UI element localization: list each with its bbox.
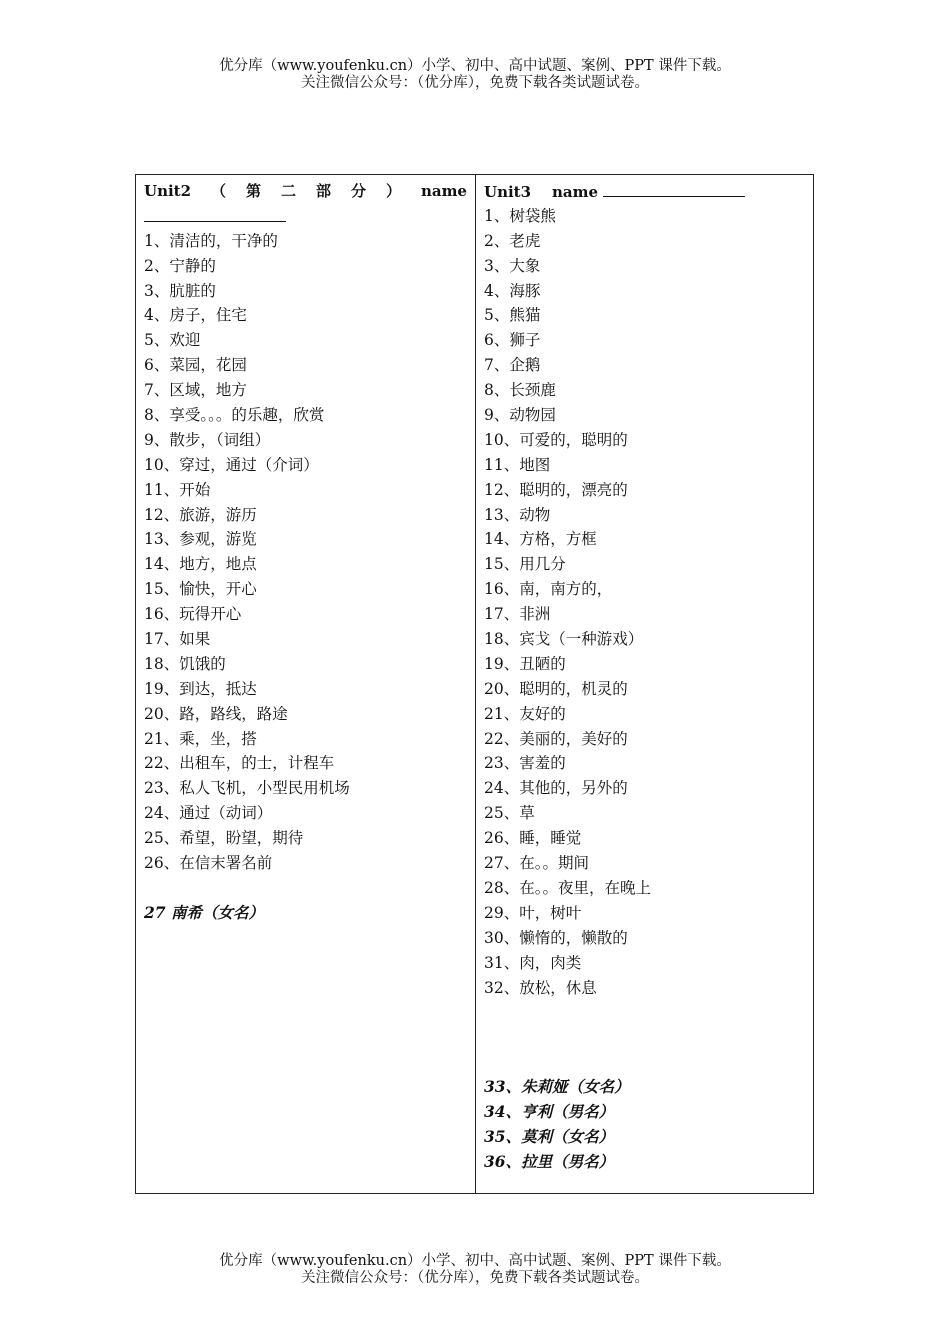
unit2-vocab-item: 10、穿过，通过（介词）	[144, 455, 319, 474]
header-line-1: 优分库（www.youfenku.cn）小学、初中、高中试题、案例、PPT 课件下载。	[219, 58, 731, 74]
unit2-vocab-item: 16、玩得开心	[144, 605, 242, 624]
unit2-vocab-item: 1、清洁的，干净的	[144, 231, 278, 250]
unit2-vocab-item: 23、私人飞机，小型民用机场	[144, 779, 350, 798]
unit2-vocab-item: 17、如果	[144, 630, 211, 649]
unit2-column	[136, 175, 475, 926]
unit2-vocab-item: 26、在信末署名前	[144, 854, 273, 873]
page-header	[0, 58, 950, 92]
unit3-vocab-item: 29、叶，树叶	[484, 903, 582, 922]
unit2-title-unit: Unit2	[144, 182, 192, 200]
unit3-vocab-item: 11、地图	[484, 455, 551, 474]
unit3-vocab-item: 30、懒惰的，懒散的	[484, 928, 628, 947]
unit3-vocab-item: 12、聪明的，漂亮的	[484, 480, 628, 499]
unit2-vocab-item: 5、欢迎	[144, 331, 201, 350]
page-footer	[0, 1253, 950, 1287]
unit2-title-name: name	[420, 182, 467, 200]
unit2-list	[144, 229, 467, 876]
unit3-vocab-item: 22、美丽的，美好的	[484, 729, 628, 748]
unit3-vocab-item: 7、企鹅	[484, 356, 541, 375]
unit2-title	[144, 179, 467, 204]
unit3-vocab-item: 23、害羞的	[484, 754, 566, 773]
unit3-vocab-item: 28、在。。夜里，在晚上	[484, 878, 651, 897]
unit3-vocab-item: 25、草	[484, 804, 535, 823]
unit2-vocab-item: 24、通过（动词）	[144, 804, 273, 823]
unit3-vocab-item: 21、友好的	[484, 704, 566, 723]
unit3-vocab-item: 32、放松，休息	[484, 978, 597, 997]
unit3-column	[476, 175, 814, 1175]
unit3-extra-item: 34、亨利（男名）	[484, 1101, 615, 1121]
unit3-vocab-item: 26、睡，睡觉	[484, 829, 582, 848]
unit3-vocab-item: 20、聪明的，机灵的	[484, 679, 628, 698]
unit2-vocab-item: 6、菜园，花园	[144, 356, 247, 375]
unit2-vocab-item: 11、开始	[144, 480, 211, 499]
unit3-vocab-item: 1、树袋熊	[484, 206, 556, 225]
unit2-vocab-item: 19、到达，抵达	[144, 679, 257, 698]
unit3-vocab-item: 9、动物园	[484, 406, 556, 425]
unit2-title-char: 分	[350, 182, 366, 200]
unit3-vocab-item: 4、海豚	[484, 281, 541, 300]
unit3-extra-item: 33、朱莉娅（女名）	[484, 1077, 630, 1097]
unit3-title-unit: Unit3	[484, 183, 532, 201]
unit2-vocab-item: 20、路，路线，路途	[144, 704, 288, 723]
unit3-vocab-item: 17、非洲	[484, 605, 551, 624]
unit2-vocab-item: 15、愉快，开心	[144, 580, 257, 599]
footer-line-2: 关注微信公众号：（优分库），免费下载各类试题试卷。	[301, 1270, 649, 1286]
unit3-extra-item: 36、拉里（男名）	[484, 1151, 615, 1171]
unit3-vocab-item: 31、肉，肉类	[484, 953, 582, 972]
unit3-title	[484, 179, 806, 204]
unit3-vocab-item: 16、南，南方的，	[484, 580, 613, 599]
unit3-vocab-item: 3、大象	[484, 256, 541, 275]
unit3-vocab-item: 18、宾戈（一种游戏）	[484, 630, 644, 649]
unit3-extra-list	[484, 1075, 806, 1175]
unit3-vocab-item: 2、老虎	[484, 231, 541, 250]
unit2-title-char: 部	[315, 182, 331, 200]
unit2-title-char: 第	[246, 182, 262, 200]
unit2-vocab-item: 4、房子，住宅	[144, 306, 247, 325]
unit2-vocab-item: 18、饥饿的	[144, 654, 226, 673]
unit2-title-char: 二	[281, 182, 297, 200]
unit2-vocab-item: 8、享受。。。的乐趣，欣赏	[144, 406, 325, 425]
vocabulary-table	[135, 174, 814, 1194]
unit2-vocab-item: 14、地方，地点	[144, 555, 257, 574]
unit3-name-blank[interactable]	[603, 179, 745, 197]
unit2-vocab-item: 12、旅游，游历	[144, 505, 257, 524]
unit3-vocab-item: 14、方格，方框	[484, 530, 597, 549]
unit2-vocab-item: 25、希望，盼望，期待	[144, 829, 304, 848]
unit3-extra-item: 35、莫利（女名）	[484, 1126, 615, 1146]
unit2-name-blank[interactable]	[144, 204, 467, 229]
unit2-vocab-item: 2、宁静的	[144, 256, 216, 275]
unit3-vocab-item: 15、用几分	[484, 555, 566, 574]
unit3-vocab-item: 10、可爱的，聪明的	[484, 430, 628, 449]
unit2-vocab-item: 21、乘，坐，搭	[144, 729, 257, 748]
unit3-list	[484, 204, 806, 1001]
unit3-vocab-item: 6、狮子	[484, 331, 541, 350]
unit2-vocab-item: 22、出租车，的士，计程车	[144, 754, 335, 773]
unit3-title-name: name	[551, 183, 598, 201]
unit2-title-char: ）	[385, 182, 401, 200]
unit3-vocab-item: 5、熊猫	[484, 306, 541, 325]
unit3-vocab-item: 24、其他的，另外的	[484, 779, 628, 798]
unit3-vocab-item: 8、长颈鹿	[484, 381, 556, 400]
unit2-vocab-item: 13、参观，游览	[144, 530, 257, 549]
unit3-vocab-item: 13、动物	[484, 505, 551, 524]
unit3-vocab-item: 27、在。。期间	[484, 854, 589, 873]
unit2-extra-item: 27 南希（女名）	[144, 902, 264, 922]
header-line-2: 关注微信公众号：（优分库），免费下载各类试题试卷。	[301, 75, 649, 91]
unit2-vocab-item: 9、散步，（词组）	[144, 430, 271, 449]
unit2-vocab-item: 3、肮脏的	[144, 281, 216, 300]
unit2-vocab-item: 7、区域，地方	[144, 381, 247, 400]
footer-line-1: 优分库（www.youfenku.cn）小学、初中、高中试题、案例、PPT 课件下载。	[219, 1253, 731, 1269]
unit3-vocab-item: 19、丑陋的	[484, 654, 566, 673]
unit2-title-char: （	[211, 182, 227, 200]
